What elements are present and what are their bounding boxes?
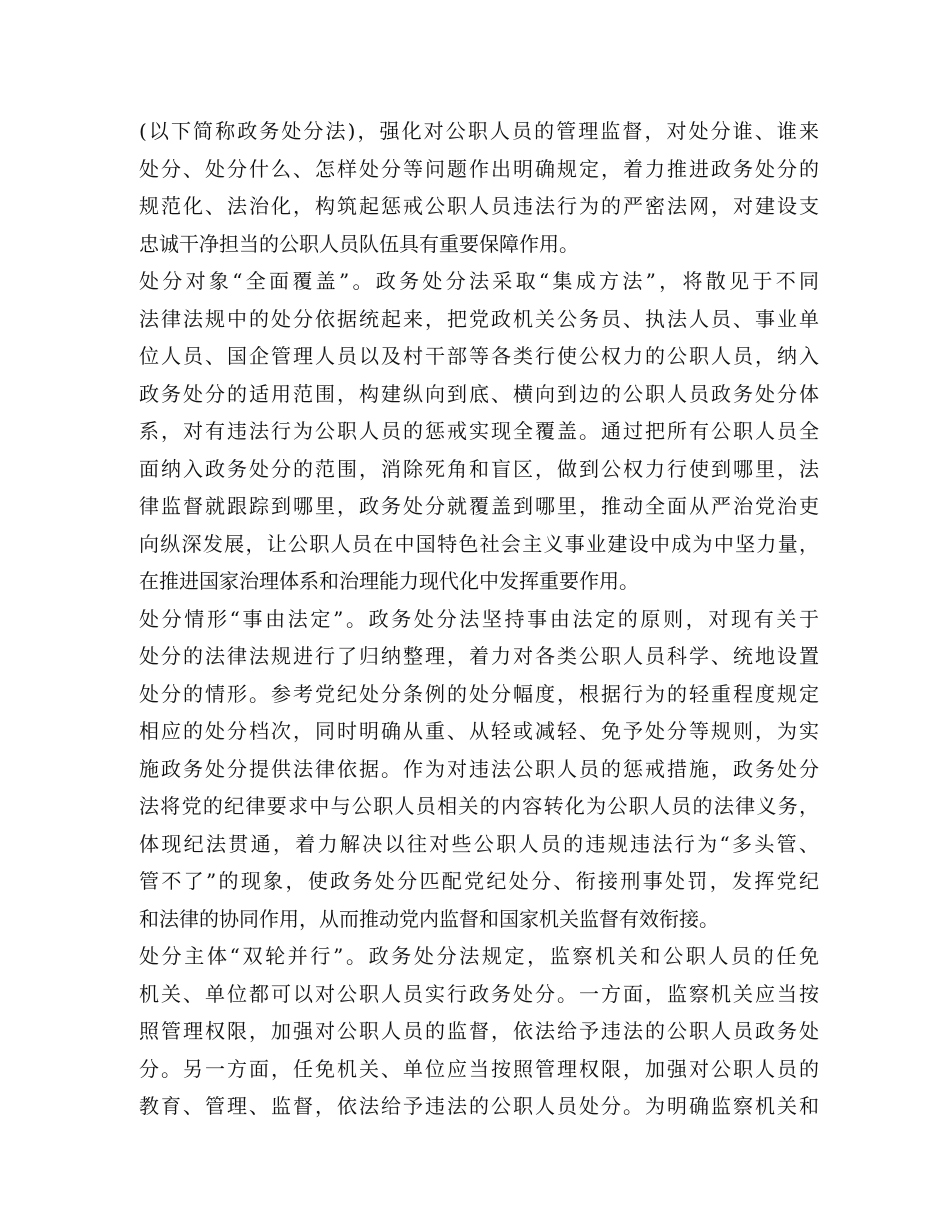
text-line: 律监督就跟踪到哪里，政务处分就覆盖到哪里，推动全面从严治党治吏 bbox=[139, 494, 819, 518]
text-line: 和法律的协同作用，从而推动党内监督和国家机关监督有效衔接。 bbox=[139, 906, 719, 931]
document-body bbox=[139, 113, 819, 1126]
text-line: 政务处分的适用范围，构建纵向到底、横向到边的公职人员政务处分体 bbox=[139, 381, 819, 406]
text-line: (以下简称政务处分法)，强化对公职人员的管理监督，对处分谁、谁来 bbox=[139, 119, 819, 143]
text-line: 在推进国家治理体系和治理能力现代化中发挥重要作用。 bbox=[139, 569, 639, 593]
text-line: 位人员、国企管理人员以及村干部等各类行使公权力的公职人员，纳入 bbox=[139, 344, 819, 368]
text-line: 处分的情形。参考党纪处分条例的处分幅度，根据行为的轻重程度规定 bbox=[139, 681, 819, 706]
text-line: 管不了”的现象，使政务处分匹配党纪处分、衔接刑事处罚，发挥党纪 bbox=[139, 869, 819, 893]
text-line: 处分的法律法规进行了归纳整理，着力对各类公职人员科学、统地设置 bbox=[139, 644, 819, 668]
text-line: 处分主体“双轮并行”。政务处分法规定，监察机关和公职人员的任免 bbox=[139, 944, 819, 968]
paragraph-coverage bbox=[139, 263, 819, 601]
text-line: 处分对象“全面覆盖”。政务处分法采取“集成方法”，将散见于不同 bbox=[139, 269, 819, 293]
text-line: 法将党的纪律要求中与公职人员相关的内容转化为公职人员的法律义务， bbox=[139, 794, 819, 818]
text-line: 机关、单位都可以对公职人员实行政务处分。一方面，监察机关应当按 bbox=[139, 981, 819, 1006]
text-line: 规范化、法治化，构筑起惩戒公职人员违法行为的严密法网，对建设支 bbox=[139, 194, 819, 218]
text-line: 向纵深发展，让公职人员在中国特色社会主义事业建设中成为中坚力量， bbox=[139, 531, 819, 556]
text-line: 法律法规中的处分依据统起来，把党政机关公务员、执法人员、事业单 bbox=[139, 306, 819, 331]
paragraph-intro-continuation bbox=[139, 113, 819, 263]
text-line: 系，对有违法行为公职人员的惩戒实现全覆盖。通过把所有公职人员全 bbox=[139, 419, 819, 443]
text-line: 相应的处分档次，同时明确从重、从轻或减轻、免予处分等规则，为实 bbox=[139, 719, 819, 743]
text-line: 忠诚干净担当的公职人员队伍具有重要保障作用。 bbox=[139, 231, 579, 256]
paragraph-legal-grounds bbox=[139, 601, 819, 939]
text-line: 照管理权限，加强对公职人员的监督，依法给予违法的公职人员政务处 bbox=[139, 1019, 819, 1043]
text-line: 面纳入政务处分的范围，消除死角和盲区，做到公权力行使到哪里，法 bbox=[139, 456, 819, 481]
paragraph-dual-subjects bbox=[139, 938, 819, 1126]
text-line: 教育、管理、监督，依法给予违法的公职人员处分。为明确监察机关和 bbox=[139, 1094, 819, 1118]
text-line: 处分、处分什么、怎样处分等问题作出明确规定，着力推进政务处分的 bbox=[139, 156, 819, 181]
text-line: 体现纪法贯通，着力解决以往对些公职人员的违规违法行为“多头管、 bbox=[139, 831, 819, 856]
text-line: 处分情形“事由法定”。政务处分法坚持事由法定的原则，对现有关于 bbox=[139, 606, 819, 631]
text-line: 分。另一方面，任免机关、单位应当按照管理权限，加强对公职人员的 bbox=[139, 1056, 819, 1081]
text-line: 施政务处分提供法律依据。作为对违法公职人员的惩戒措施，政务处分 bbox=[139, 756, 819, 781]
